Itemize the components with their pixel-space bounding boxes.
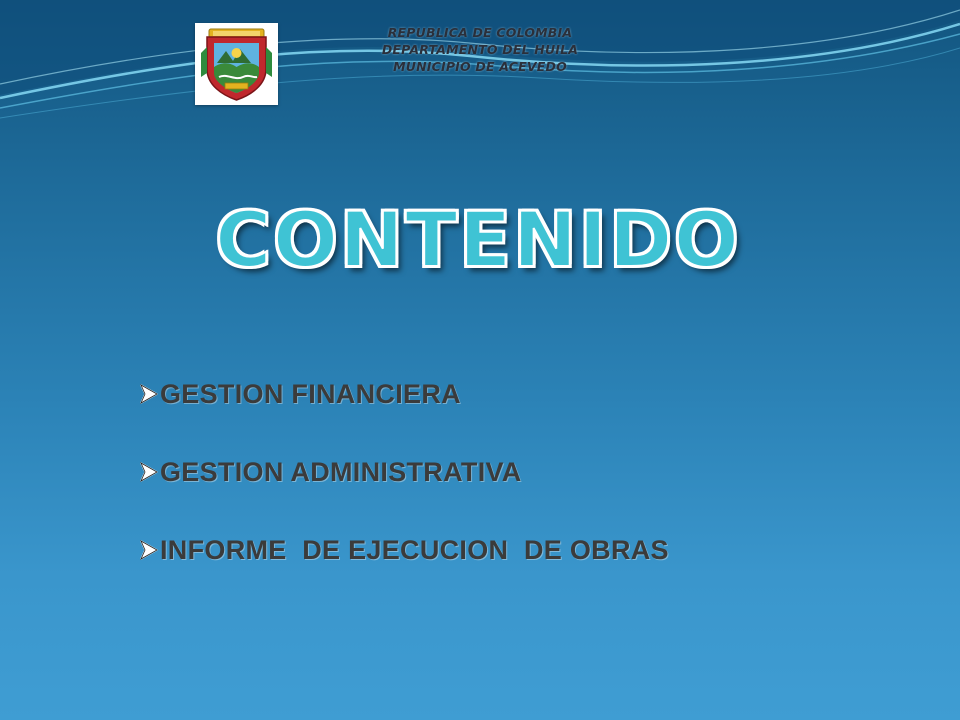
- arrow-bullet-icon: [138, 530, 160, 570]
- list-item-label: INFORME DE EJECUCION DE OBRAS: [160, 534, 669, 565]
- header-line-municipality: MUNICIPIO DE ACEVEDO: [393, 59, 567, 74]
- list-item-informe-ejecucion-obras[interactable]: [138, 530, 669, 570]
- list-item-label: GESTION FINANCIERA: [160, 378, 461, 409]
- contents-list: [138, 374, 669, 570]
- arrow-bullet-icon: [138, 452, 160, 492]
- list-item-label: GESTION ADMINISTRATIVA: [160, 456, 522, 487]
- municipal-coat-of-arms-icon: [195, 23, 278, 105]
- header-line-department: DEPARTAMENTO DEL HUILA: [381, 42, 579, 57]
- municipal-logo: [195, 23, 278, 105]
- institution-header: [330, 24, 630, 75]
- arrow-bullet-icon: [138, 374, 160, 414]
- list-item-gestion-financiera[interactable]: [138, 374, 669, 414]
- list-item-gestion-administrativa[interactable]: [138, 452, 669, 492]
- header-line-country: REPUBLICA DE COLOMBIA: [387, 25, 573, 40]
- page-title: CONTENIDO: [215, 195, 741, 284]
